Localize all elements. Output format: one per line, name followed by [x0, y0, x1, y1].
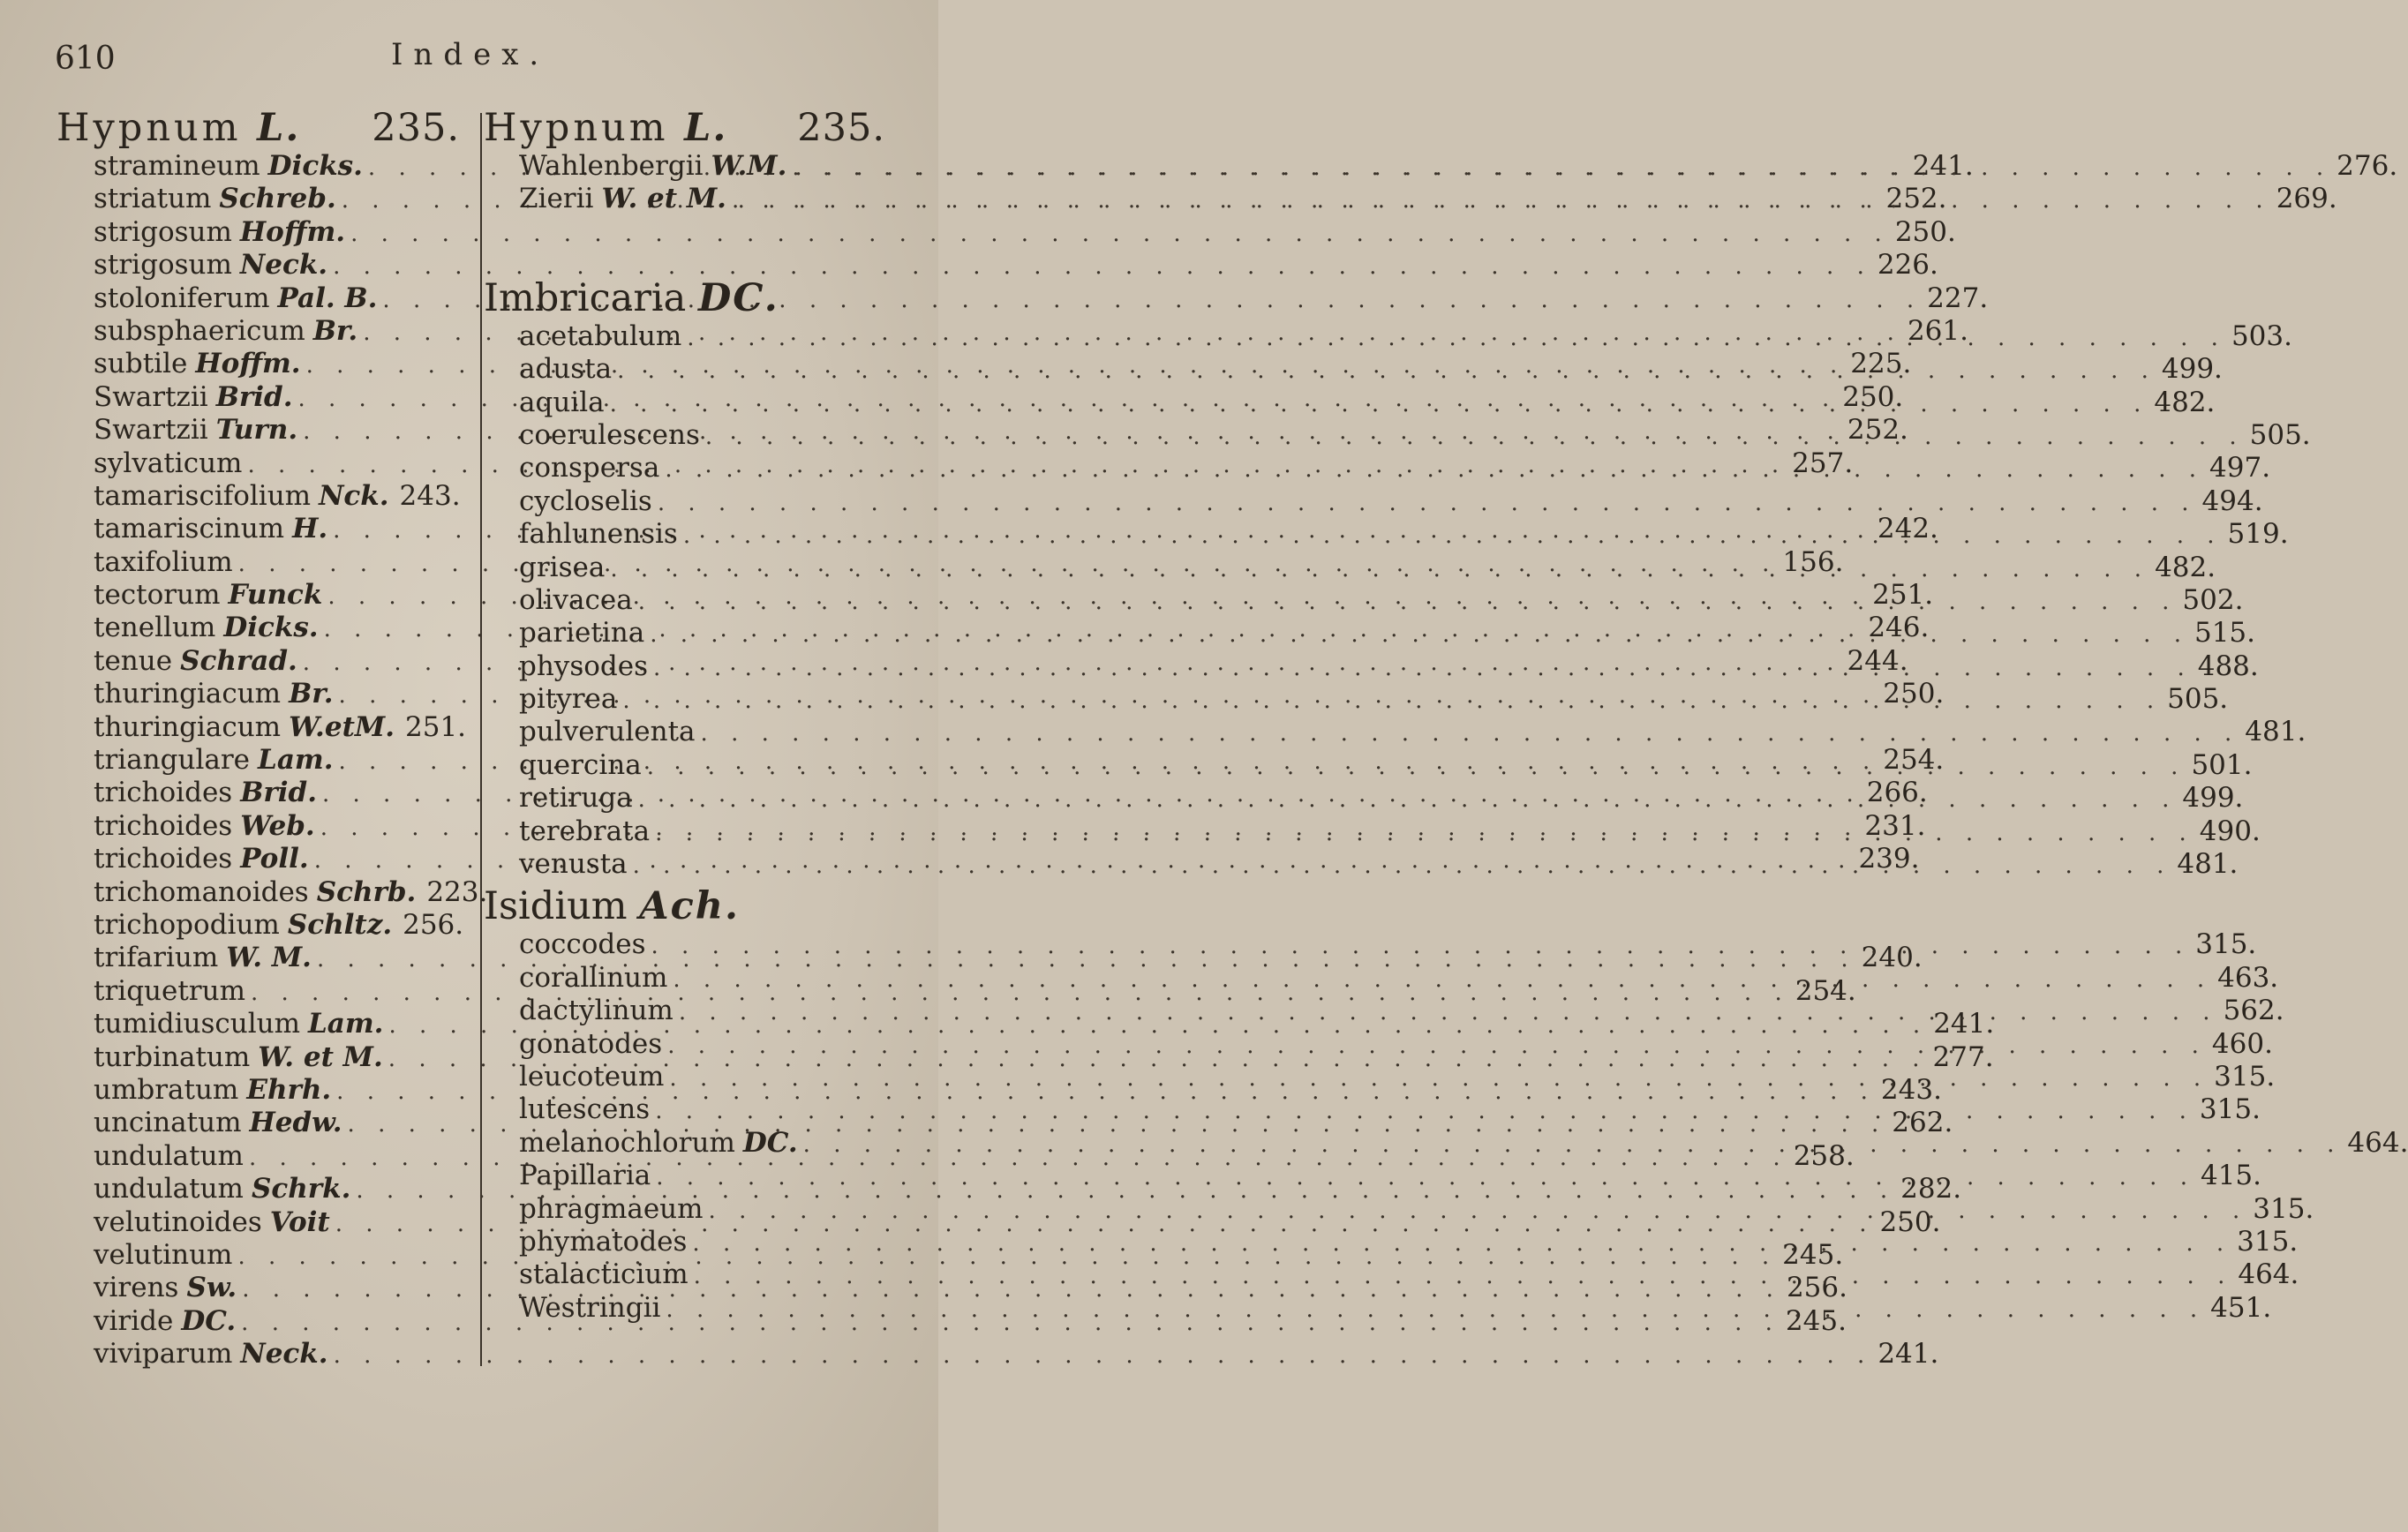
entry-page: 464. — [2347, 1126, 2408, 1159]
entry-page: 501. — [2191, 748, 2253, 781]
entry-epithet: trichoides — [94, 809, 233, 842]
dot-leader — [669, 1065, 2209, 1092]
entry-page: 225. — [1850, 348, 1912, 380]
entry-page: 481. — [2177, 848, 2239, 881]
entry-page: 242. — [1877, 513, 1938, 545]
entry-page: 227. — [1927, 282, 1989, 314]
entry-page: 250. — [1883, 678, 1945, 710]
entry-page: 243. — [1880, 1073, 1942, 1106]
entry-epithet: stoloniferum — [94, 282, 270, 314]
entry-author: Hedw. — [249, 1107, 342, 1139]
entry-epithet: trifarium — [94, 942, 219, 974]
entry-author: W. et M. — [601, 183, 726, 215]
entry-page: 494. — [2201, 484, 2263, 517]
entry-author: Br. — [312, 314, 358, 347]
entry-page: 276. — [2337, 150, 2398, 182]
entry-page: 562. — [2223, 995, 2284, 1027]
entry-epithet: undulatum — [94, 1139, 244, 1172]
entry-epithet: thuringiacum — [94, 678, 282, 710]
entry-page: 499. — [2182, 782, 2244, 815]
entry-epithet: velutinum — [94, 1238, 233, 1271]
entry-author: Schrk. — [251, 1173, 351, 1205]
dot-leader — [701, 720, 2240, 747]
dot-leader — [610, 391, 2149, 417]
dot-leader — [655, 820, 2194, 846]
dot-leader — [666, 1296, 2205, 1323]
dot-leader — [679, 999, 2218, 1025]
entry-page: 240. — [1861, 942, 1923, 974]
entry-page: 250. — [1894, 215, 1956, 248]
entry-epithet: parietina — [519, 617, 645, 650]
entry-epithet: tumidiusculum — [94, 1008, 300, 1040]
entry-page: 481. — [2245, 716, 2306, 748]
genus-heading-imbricaria: Imbricaria DC. — [484, 275, 779, 320]
entry-epithet: melanochlorum — [519, 1126, 735, 1159]
entry-author: W.etM. — [289, 710, 395, 743]
entry-author: Dicks. — [223, 612, 319, 644]
entry-author: Dicks. — [267, 150, 363, 182]
entry-epithet: venusta — [519, 848, 628, 881]
page-number: 610 — [55, 41, 116, 77]
entry-epithet: terebrata — [519, 815, 651, 847]
entry-author: Neck. — [239, 249, 328, 282]
entry-author: Brid. — [240, 777, 317, 809]
entry-epithet: corallinum — [519, 961, 668, 994]
entry-author: DC. — [742, 1126, 798, 1159]
entry-page: 239. — [1858, 843, 1920, 875]
entry-epithet: coccodes — [519, 928, 646, 961]
dot-leader — [687, 325, 2226, 351]
entry-author: Lam. — [307, 1008, 384, 1040]
entry-epithet: undulatum — [94, 1173, 244, 1205]
entry-epithet: coerulescens — [519, 418, 700, 451]
entry-page: 315. — [2199, 1093, 2261, 1126]
entry-page: 515. — [2194, 617, 2255, 650]
genus-heading-isidium: Isidium Ach. — [484, 884, 741, 929]
entry-page: 266. — [1866, 777, 1928, 809]
entry-page: 256. — [403, 908, 464, 941]
entry-page: 315. — [2214, 1060, 2276, 1093]
entry-page: 261. — [1907, 314, 1968, 347]
entry-author: W. M. — [226, 942, 312, 974]
entry-page: 315. — [2253, 1192, 2314, 1225]
entry-epithet: turbinatum — [94, 1040, 251, 1073]
dot-leader — [673, 966, 2212, 993]
entry-epithet: triquetrum — [94, 974, 245, 1007]
entry-epithet: tamariscifolium — [94, 479, 312, 512]
entry-page: 243. — [399, 479, 461, 512]
entry-author: Schreb. — [219, 183, 336, 215]
dot-leader — [633, 852, 2172, 879]
entry-author: Br. — [289, 678, 334, 710]
entry-epithet: grisea — [519, 551, 606, 583]
entry-page: 223. — [426, 875, 488, 908]
entry-epithet: conspersa — [519, 452, 660, 484]
dot-leader — [647, 754, 2186, 780]
entry-page: 497. — [2209, 452, 2271, 484]
entry-epithet: leucoteum — [519, 1060, 665, 1093]
dot-leader — [617, 357, 2156, 384]
index-entry — [56, 1338, 1939, 1371]
entry-epithet: Westringii — [519, 1291, 661, 1324]
entry-author: W.M. — [711, 150, 787, 182]
entry-epithet: stalacticium — [519, 1258, 689, 1291]
dot-leader — [334, 1342, 1873, 1369]
entry-epithet: phymatodes — [519, 1225, 688, 1258]
dot-leader — [658, 490, 2197, 516]
entry-page: 282. — [1900, 1173, 1962, 1205]
dot-leader — [732, 187, 2271, 214]
entry-epithet: trichoides — [94, 843, 233, 875]
entry-author: Brid. — [215, 380, 293, 413]
entry-epithet: viride — [94, 1304, 174, 1337]
entry-epithet: Swartzii — [94, 414, 208, 447]
entry-author: Lam. — [258, 744, 334, 777]
dot-leader — [667, 1033, 2207, 1059]
entry-epithet: tectorum — [94, 579, 221, 612]
entry-epithet: Swartzii — [94, 380, 208, 413]
entry-author: Voit — [269, 1205, 330, 1238]
entry-page: 258. — [1793, 1139, 1855, 1172]
entry-epithet: sylvaticum — [94, 447, 243, 479]
entry-author: DC. — [181, 1304, 237, 1337]
entry-epithet: trichopodium — [94, 908, 280, 941]
dot-leader — [683, 522, 2223, 549]
entry-epithet: tamariscinum — [94, 513, 285, 545]
entry-epithet: olivacea — [519, 583, 633, 616]
dot-leader — [622, 687, 2162, 714]
index-entry — [56, 875, 488, 909]
entry-page: 241. — [1933, 1008, 1995, 1040]
entry-epithet: cycloselis — [519, 484, 652, 517]
entry-page: 451. — [2210, 1291, 2272, 1324]
entry-epithet: tenellum — [94, 612, 216, 644]
entry-page: 252. — [1847, 414, 1908, 447]
entry-epithet: umbratum — [94, 1073, 239, 1106]
entry-page: 251. — [1872, 579, 1934, 612]
entry-epithet: phragmaeum — [519, 1192, 704, 1225]
entry-page: 262. — [1892, 1107, 1953, 1139]
dot-leader — [638, 786, 2178, 813]
entry-epithet: quercina — [519, 748, 642, 781]
entry-page: 257. — [1792, 447, 1854, 479]
dot-leader — [665, 456, 2204, 483]
entry-page: 488. — [2197, 650, 2259, 682]
genus-heading-hypnum-cont: Hypnum L. 235. — [484, 106, 885, 150]
entry-author: Poll. — [240, 843, 309, 875]
entry-page: 245. — [1785, 1304, 1847, 1337]
entry-author: H. — [292, 513, 328, 545]
entry-page: 499. — [2161, 353, 2223, 386]
dot-leader — [656, 1164, 2195, 1190]
entry-page: 226. — [1877, 249, 1938, 282]
entry-page: 241. — [1877, 1338, 1939, 1371]
entry-author: Schrb. — [316, 875, 417, 908]
dot-leader — [792, 154, 2331, 181]
dot-leader — [655, 1098, 2194, 1124]
entry-epithet: gonatodes — [519, 1027, 663, 1060]
entry-page: 502. — [2182, 583, 2244, 616]
entry-page: 251. — [405, 710, 467, 743]
entry-author: Schltz. — [287, 908, 393, 941]
entry-author: Pal. B. — [277, 282, 378, 314]
entry-epithet: thuringiacum — [94, 710, 282, 743]
entry-author: Funck — [228, 579, 323, 612]
entry-author: Turn. — [215, 414, 298, 447]
entry-page: 277. — [1932, 1040, 1994, 1073]
entry-page: 245. — [1782, 1238, 1844, 1271]
index-entry — [484, 716, 2306, 748]
entry-epithet: pulverulenta — [519, 716, 696, 748]
entry-author: Schrad. — [180, 644, 297, 677]
entry-page: 315. — [2195, 928, 2257, 961]
entry-author: Hoffm. — [239, 215, 346, 248]
entry-author: Sw. — [186, 1272, 237, 1304]
entry-page: 460. — [2211, 1027, 2273, 1060]
dot-leader — [692, 1230, 2231, 1257]
entry-author: Ehrh. — [246, 1073, 332, 1106]
dot-leader — [709, 1198, 2248, 1224]
dot-leader — [705, 424, 2245, 450]
dot-leader — [653, 655, 2193, 681]
entry-page: 254. — [1883, 744, 1945, 777]
dot-leader — [651, 933, 2191, 959]
entry-epithet: Papillaria — [519, 1160, 651, 1192]
entry-epithet: fahlunensis — [519, 518, 678, 551]
entry-page: 254. — [1795, 974, 1856, 1007]
dot-leader — [610, 556, 2149, 582]
entry-page: 256. — [1786, 1272, 1847, 1304]
entry-epithet: tenue — [94, 644, 173, 677]
entry-epithet: velutinoides — [94, 1205, 262, 1238]
entry-page: 505. — [2249, 418, 2311, 451]
entry-epithet: viviparum — [94, 1338, 233, 1371]
entry-epithet: retiruga — [519, 782, 633, 815]
entry-page: 250. — [1879, 1205, 1941, 1238]
entry-page: 464. — [2238, 1258, 2299, 1291]
entry-author: W. et M. — [258, 1040, 383, 1073]
entry-epithet: strigosum — [94, 249, 232, 282]
entry-page: 482. — [2154, 386, 2216, 418]
dot-leader — [694, 1263, 2233, 1289]
entry-epithet: Wahlenbergii — [519, 150, 704, 182]
entry-page: 156. — [1782, 545, 1844, 578]
entry-author: Web. — [240, 809, 315, 842]
entry-page: 519. — [2227, 518, 2289, 551]
entry-epithet: acetabulum — [519, 319, 682, 352]
entry-author: Nck. — [319, 479, 389, 512]
entry-epithet: trichomanoides — [94, 875, 309, 908]
entry-page: 505. — [2167, 683, 2229, 716]
running-head: Index. — [391, 37, 550, 72]
entry-page: 482. — [2155, 551, 2216, 583]
entry-page: 315. — [2237, 1225, 2299, 1258]
index-entry — [484, 484, 2263, 518]
entry-author: Hoffm. — [195, 348, 301, 380]
entry-epithet: stramineum — [94, 150, 260, 182]
entry-page: 490. — [2199, 815, 2261, 847]
dot-leader — [650, 621, 2189, 648]
entry-epithet: Zierii — [519, 183, 594, 215]
entry-epithet: strigosum — [94, 215, 232, 248]
entry-epithet: taxifolium — [94, 545, 233, 578]
entry-page: 231. — [1864, 809, 1926, 842]
entry-author: Neck. — [240, 1338, 328, 1371]
dot-leader — [638, 589, 2178, 615]
entry-epithet: dactylinum — [519, 995, 673, 1027]
entry-epithet: triangulare — [94, 744, 251, 777]
entry-page: 250. — [1842, 380, 1904, 413]
index-entry — [56, 908, 464, 942]
entry-page: 463. — [2217, 961, 2279, 994]
entry-epithet: striatum — [94, 183, 212, 215]
entry-epithet: subsphaericum — [94, 314, 305, 347]
genus-heading-hypnum: Hypnum L. 235. — [56, 106, 460, 150]
entry-page: 415. — [2200, 1160, 2261, 1192]
entry-page: 269. — [2276, 183, 2337, 215]
index-entry — [56, 480, 460, 513]
entry-epithet: pityrea — [519, 683, 618, 716]
entry-page: 241. — [1912, 150, 1974, 182]
entry-epithet: physodes — [519, 650, 648, 682]
entry-page: 503. — [2231, 319, 2292, 352]
entry-epithet: uncinatum — [94, 1107, 242, 1139]
index-entry — [56, 215, 1956, 249]
entry-page: 246. — [1868, 612, 1930, 644]
entry-epithet: virens — [94, 1272, 179, 1304]
entry-epithet: adusta — [519, 353, 613, 386]
index-entry — [56, 249, 1938, 282]
index-entry — [56, 710, 467, 744]
entry-epithet: aquila — [519, 386, 605, 418]
dot-leader — [803, 1131, 2343, 1158]
entry-page: 244. — [1847, 644, 1908, 677]
entry-epithet: subtile — [94, 348, 188, 380]
entry-epithet: lutescens — [519, 1093, 651, 1126]
entry-page: 252. — [1885, 183, 1947, 215]
entry-epithet: trichoides — [94, 777, 233, 809]
